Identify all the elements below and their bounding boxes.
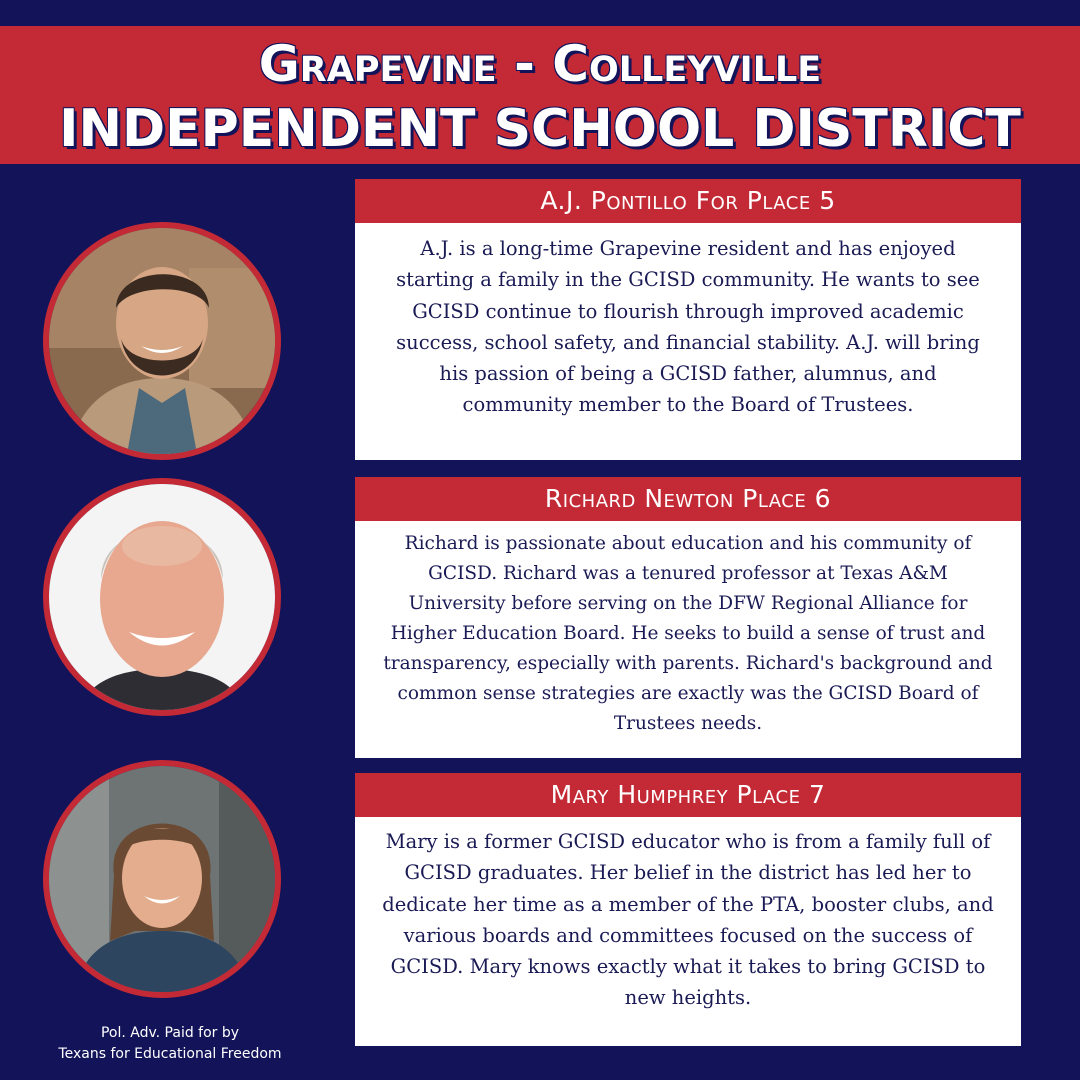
portrait-older-man-image — [49, 484, 275, 710]
candidate-photo-newton — [43, 478, 281, 716]
candidate-bio-newton: Richard is passionate about education and his community of GCISD. Richard was a tenured professor at Texas A&M University before serving on the DFW Regional Alliance for Higher Education Board. He seeks to build a sense of trust and transparency, especially with parents. Richard's background and common sense strategies are exactly was the GCISD Board of Trustees needs. — [355, 521, 1021, 758]
disclaimer-line-1: Pol. Adv. Paid for by — [100, 1025, 240, 1041]
paid-for-disclaimer — [20, 1023, 320, 1065]
title-line-1: Grapevine - Colleyville — [258, 35, 822, 93]
candidate-heading-humphrey: Mary Humphrey Place 7 — [355, 773, 1021, 817]
candidate-bio-pontillo: A.J. is a long-time Grapevine resident and has enjoyed starting a family in the GCISD community. He wants to see GCISD continue to flourish through improved academic success, school safety, and financial stability. A.J. will bring his passion of being a GCISD father, alumnus, and community member to the Board of Trustees. — [355, 223, 1021, 460]
candidate-heading-pontillo: A.J. Pontillo For Place 5 — [355, 179, 1021, 223]
candidate-photo-humphrey — [43, 760, 281, 998]
title-banner — [0, 26, 1080, 164]
disclaimer-line-2: Texans for Educational Freedom — [58, 1046, 282, 1062]
candidate-photo-pontillo — [43, 222, 281, 460]
portrait-woman-image — [49, 766, 275, 992]
title-line-2: INDEPENDENT SCHOOL DISTRICT — [59, 99, 1021, 159]
candidate-heading-newton: Richard Newton Place 6 — [355, 477, 1021, 521]
portrait-man-beard-image — [49, 228, 275, 454]
candidate-bio-humphrey: Mary is a former GCISD educator who is from a family full of GCISD graduates. Her belief in the district has led her to dedicate her time as a member of the PTA, booster clubs, and various boards and committees focused on the success of GCISD. Mary knows exactly what it takes to bring GCISD to new heights. — [355, 817, 1021, 1046]
